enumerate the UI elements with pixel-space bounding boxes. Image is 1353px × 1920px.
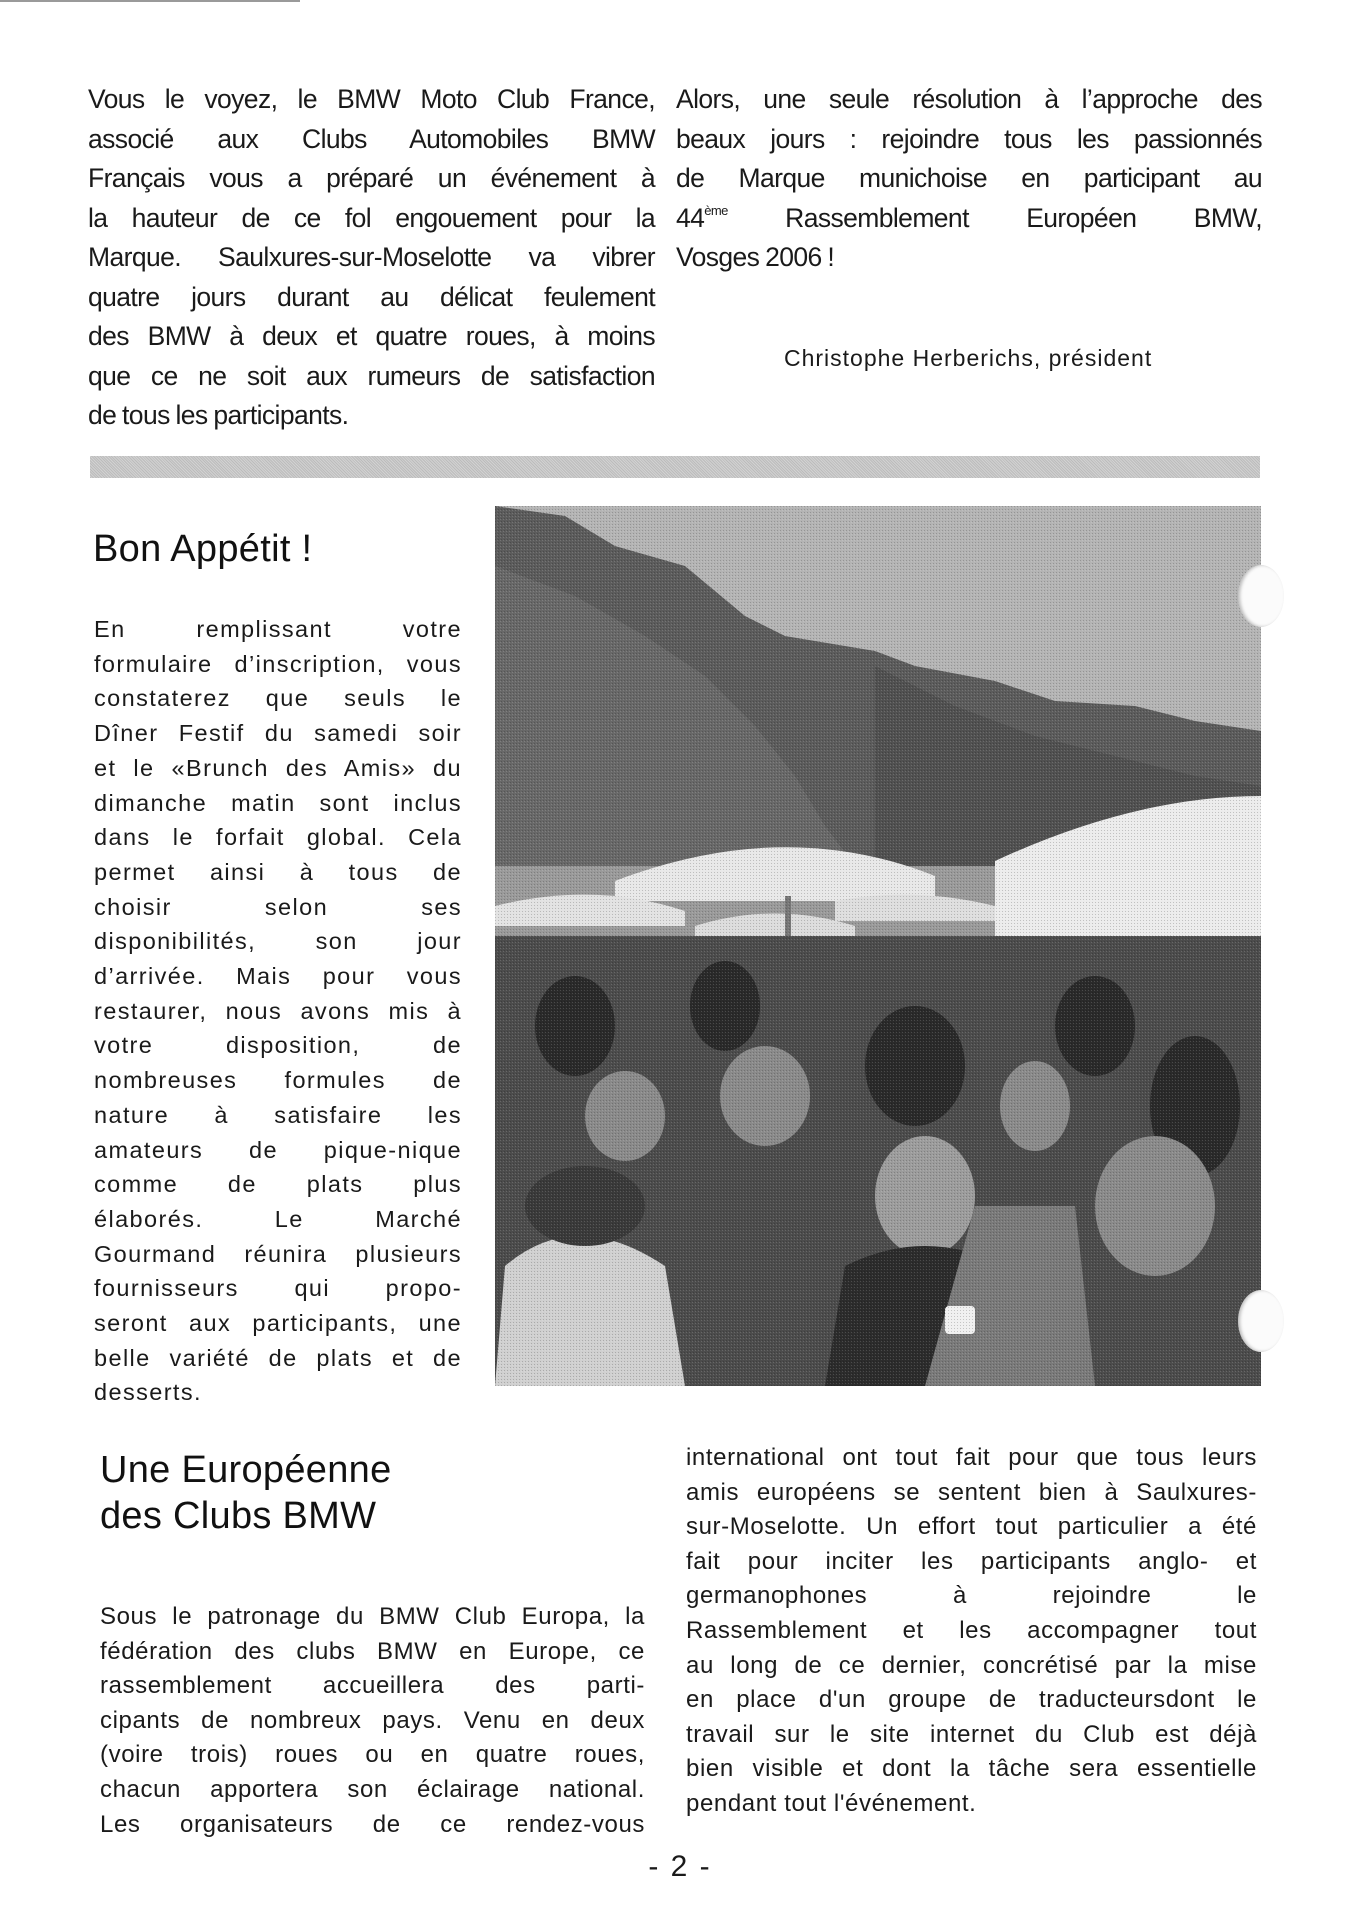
text-line: En remplissant votre	[94, 616, 462, 642]
text-line: la hauteur de ce fol engouement pour la	[88, 202, 655, 233]
section-title-europeenne	[100, 1447, 392, 1539]
section-divider-bar	[90, 456, 1260, 478]
text-line: germanophones à rejoindre le	[686, 1582, 1257, 1610]
text-line: associé aux Clubs Automobiles BMW	[88, 123, 655, 154]
photo-illustration	[495, 506, 1261, 1386]
europeenne-left-body	[100, 1600, 645, 1842]
signature: Christophe Herberichs, président	[784, 345, 1153, 371]
text-line: Vosges 2006 !	[676, 242, 835, 272]
text-line: travail sur le site internet du Club est déjà	[686, 1720, 1257, 1748]
text-line: Gourmand réunira plusieurs	[94, 1240, 462, 1267]
text-line: belle variété de plats et de	[94, 1344, 462, 1371]
text-line: bien visible et dont la tâche sera essentielle	[686, 1755, 1257, 1783]
text-line: Vous le voyez, le BMW Moto Club France,	[88, 84, 655, 114]
intro-right-column	[676, 80, 1262, 278]
text-line: de tous les participants.	[88, 400, 349, 430]
text-line: (voire trois) roues ou en quatre roues,	[100, 1741, 645, 1769]
text-line: restaurer, nous avons mis à	[94, 997, 462, 1024]
text-line: disponibilités, son jour	[94, 928, 462, 955]
europeenne-right-body	[686, 1441, 1257, 1822]
text-line: choisir selon ses	[94, 893, 462, 920]
text-line: Marque. Saulxures-sur-Moselotte va vibrer	[88, 242, 655, 272]
text-line	[676, 199, 1262, 239]
binder-hole-bottom	[1238, 1290, 1284, 1352]
text-line: Alors, une seule résolution à l’approche des	[676, 84, 1262, 114]
text-line: fédération des clubs BMW en Europe, ce	[100, 1637, 645, 1665]
event-photo	[495, 506, 1261, 1386]
section-title-line: Une Européenne	[100, 1449, 392, 1491]
intro-left-column	[88, 80, 655, 436]
binder-hole-top	[1238, 565, 1284, 627]
edition-suffix: ème	[704, 202, 728, 218]
text-line: formulaire d’inscription, vous	[94, 650, 462, 677]
text-line: pendant tout l'événement.	[686, 1789, 977, 1817]
text-line: des BMW à deux et quatre roues, à moins	[88, 321, 655, 351]
text-line: comme de plats plus	[94, 1171, 462, 1198]
text-line: fournisseurs qui propo-	[94, 1275, 462, 1302]
text-line: Sous le patronage du BMW Club Europa, la	[100, 1603, 645, 1630]
text-line: d’arrivée. Mais pour vous	[94, 963, 462, 990]
text-line: élaborés. Le Marché	[94, 1205, 462, 1232]
text-line: Les organisateurs de ce rendez-vous	[100, 1810, 645, 1838]
text-line: en place d'un groupe de traducteursdont le	[686, 1686, 1257, 1714]
edition-number: 44	[676, 202, 705, 233]
text-line: fait pour inciter les participants anglo- et	[686, 1547, 1257, 1575]
text-line: cipants de nombreux pays. Venu en deux	[100, 1706, 645, 1734]
text-line: de Marque munichoise en participant au	[676, 163, 1262, 193]
text-line: chacun apportera son éclairage national.	[100, 1775, 645, 1803]
text-line: sur-Moselotte. Un effort tout particulier a été	[686, 1513, 1257, 1541]
text-line: au long de ce dernier, concrétisé par la mise	[686, 1651, 1257, 1679]
text-line: nature à satisfaire les	[94, 1101, 462, 1128]
scan-edge-line	[0, 0, 300, 2]
text-line: seront aux participants, une	[94, 1310, 462, 1337]
text-line: amis européens se sentent bien à Saulxures-	[686, 1478, 1257, 1506]
text-line: rassemblement accueillera des parti-	[100, 1672, 645, 1700]
text-line: dans le forfait global. Cela	[94, 824, 462, 851]
text-line: amateurs de pique-nique	[94, 1136, 462, 1163]
text-line: Dîner Festif du samedi soir	[94, 720, 462, 747]
text-line: beaux jours : rejoindre tous les passionnés	[676, 123, 1262, 154]
section-title-bon-appetit: Bon Appétit !	[93, 528, 313, 570]
section-title-line: des Clubs BMW	[100, 1495, 377, 1537]
text-line: Rassemblement et les accompagner tout	[686, 1616, 1257, 1644]
text-line: et le «Brunch des Amis» du	[94, 754, 462, 781]
text-line: que ce ne soit aux rumeurs de satisfaction	[88, 360, 655, 391]
text-line: international ont tout fait pour que tous leurs	[686, 1444, 1257, 1471]
text-line: dimanche matin sont inclus	[94, 789, 462, 816]
text-line: quatre jours durant au délicat feulement	[88, 281, 655, 312]
text-line: constaterez que seuls le	[94, 685, 462, 712]
text-line: nombreuses formules de	[94, 1067, 462, 1094]
text-line: permet ainsi à tous de	[94, 858, 462, 885]
text-line: desserts.	[94, 1379, 202, 1406]
text-line: votre disposition, de	[94, 1032, 462, 1059]
text-line: Français vous a préparé un événement à	[88, 163, 655, 193]
page-number: - 2 -	[648, 1850, 712, 1883]
edition-rest: Rassemblement Européen BMW,	[727, 202, 1262, 233]
bon-appetit-body	[94, 612, 462, 1410]
